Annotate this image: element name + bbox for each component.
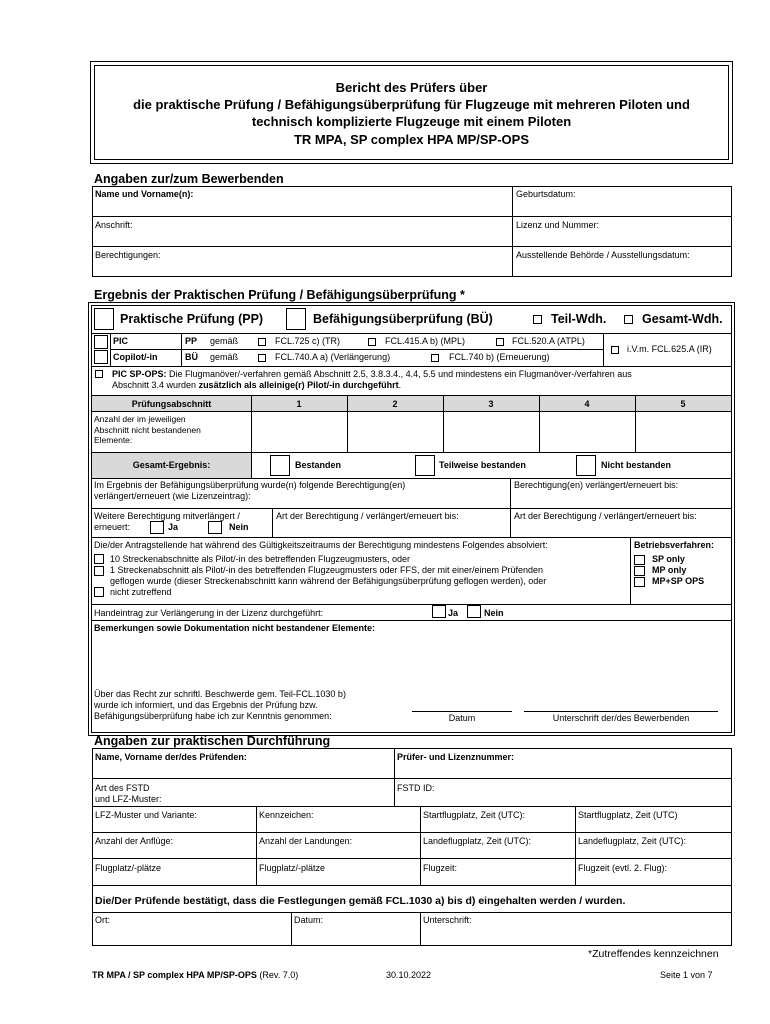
pic-sp-ops-checkbox[interactable] (95, 370, 103, 378)
further-nein-label: Nein (229, 522, 249, 532)
examiner-signature-field[interactable]: Unterschrift: (423, 915, 472, 925)
failed-count-cell[interactable] (347, 411, 444, 452)
authority-field[interactable]: Ausstellende Behörde / Ausstellungsdatum: (516, 250, 690, 260)
handentry-label: Handeintrag zur Verlängerung in der Lizenz durchgeführt: (94, 608, 324, 618)
flight-time-field-1[interactable]: Flugzeit: (423, 863, 458, 873)
flight-time-field-2[interactable]: Flugzeit (evtl. 2. Flug): (578, 863, 668, 873)
fcl625-label: i.V.m. FCL.625.A (IR) (627, 344, 712, 354)
applicant-section-title: Angaben zur/zum Bewerbenden (94, 172, 284, 186)
applicant-table (92, 186, 732, 277)
extended-line: verlängert/erneuert (wie Lizenzeintrag): (94, 491, 251, 501)
gesamt-wdh-checkbox[interactable] (624, 315, 633, 324)
appeal-line: wurde ich informiert, und das Ergebnis der Prüfung bzw. (94, 700, 318, 710)
place-field[interactable]: Ort: (95, 915, 110, 925)
fcl520-label: FCL.520.A (ATPL) (512, 336, 585, 346)
departure-field-1[interactable]: Startflugplatz, Zeit (UTC): (423, 810, 526, 820)
failed-checkbox[interactable] (576, 455, 596, 476)
address-field[interactable]: Anschrift: (95, 220, 133, 230)
opt3-label: nicht zutreffend (110, 587, 172, 597)
section-number: 2 (392, 399, 398, 409)
copilot-checkbox[interactable] (94, 350, 108, 364)
fcl725-checkbox[interactable] (258, 338, 266, 346)
title-line-2: die praktische Prüfung / Befähigungsüberprüfung für Flugzeuge mit mehreren Piloten und (133, 97, 690, 112)
title-line-3: technisch komplizierte Flugzeuge mit einem Piloten (251, 114, 572, 129)
mp-sp-label: MP+SP OPS (652, 576, 705, 586)
footer-page-number: Seite 1 von 7 (660, 970, 713, 980)
fcl520-checkbox[interactable] (496, 338, 504, 346)
ratings-field[interactable]: Berechtigungen: (95, 250, 161, 260)
fcl415-checkbox[interactable] (368, 338, 376, 346)
completed-text: Die/der Antragstellende hat während des Gültigkeitszeitraums der Berechtigung mindestens Folgendes absolviert: (94, 540, 548, 550)
aircraft-type-field[interactable]: LFZ-Muster und Variante: (95, 810, 197, 820)
further-ja-checkbox[interactable] (150, 521, 164, 534)
failed-count-cell[interactable] (635, 411, 732, 452)
fstd-type-line: und LFZ-Muster: (95, 794, 162, 804)
fcl725-label: FCL.725 c) (TR) (275, 336, 341, 346)
fcl740b-checkbox[interactable] (431, 354, 439, 362)
passed-checkbox[interactable] (270, 455, 290, 476)
aerodromes-field-1[interactable]: Flugplatz/-plätze (95, 863, 162, 873)
fcl740a-checkbox[interactable] (258, 354, 266, 362)
bue-short: BÜ (185, 352, 198, 362)
remarks-field[interactable]: Bemerkungen sowie Dokumentation nicht bestandener Elemente: (94, 623, 376, 633)
failed-label-line: Anzahl der im jeweiligen (94, 414, 186, 424)
pic-label: PIC (113, 336, 129, 346)
sp-only-checkbox[interactable] (634, 555, 645, 565)
further-line: erneuert: (94, 522, 131, 532)
further-type-field-1[interactable]: Art der Berechtigung / verlängert/erneuert bis: (276, 511, 459, 521)
footer-document-id (92, 970, 298, 980)
extended-line: Im Ergebnis der Befähigungsüberprüfung wurde(n) folgende Berechtigung(en) (94, 480, 406, 490)
appeal-line: Befähigungsüberprüfung habe ich zur Kenntnis genommen: (94, 711, 332, 721)
pic-sp-ops-end: . (398, 380, 402, 390)
fcl740b-label: FCL.740 b) (Erneuerung) (449, 352, 550, 362)
passed-label: Bestanden (295, 460, 342, 470)
appeal-line: Über das Recht zur schriftl. Beschwerde gem. Teil-FCL.1030 b) (94, 689, 346, 699)
further-line: Weitere Berechtigung mitverlängert / (94, 511, 240, 521)
section-number: 4 (584, 399, 590, 409)
fstd-type-line: Art des FSTD (95, 783, 150, 793)
further-type-field-2[interactable]: Art der Berechtigung / verlängert/erneuert bis: (514, 511, 697, 521)
handentry-ja-checkbox[interactable] (432, 605, 446, 618)
pp-short: PP (185, 336, 198, 346)
failed-label-line: Elemente: (94, 435, 133, 445)
fcl415-label: FCL.415.A b) (MPL) (385, 336, 466, 346)
pic-sp-ops-bold2: zusätzlich als alleinige(r) Pilot/-in durchgeführt (198, 380, 399, 390)
footer-doc-name: TR MPA / SP complex HPA MP/SP-OPS (92, 970, 257, 980)
appeal-date-label: Datum (448, 713, 476, 723)
arrival-field-1[interactable]: Landeflugplatz, Zeit (UTC): (423, 836, 532, 846)
footer-doc-rev: (Rev. 7.0) (256, 970, 299, 980)
ops-header: Betriebsverfahren: (634, 540, 715, 550)
pic-sp-ops-text-1 (112, 369, 632, 379)
opt2-checkbox[interactable] (94, 566, 104, 576)
copilot-label: Copilot/-in (113, 352, 158, 362)
partial-checkbox[interactable] (415, 455, 435, 476)
approaches-field[interactable]: Anzahl der Anflüge: (95, 836, 174, 846)
handentry-ja-label: Ja (448, 608, 459, 618)
mp-only-label: MP only (652, 565, 687, 575)
execution-section-title: Angaben zur praktischen Durchführung (94, 734, 331, 748)
opt2-label-a: 1 Streckenabschnitt als Pilot/-in des betreffenden Flugzeugmusters oder FFS, der mit einer/einem Prüfenden (110, 565, 544, 575)
gemaess-1: gemäß (210, 336, 239, 346)
footnote: *Zutreffendes kennzeichnen (588, 948, 719, 960)
pic-sp-ops-line2: Abschnitt 3.4 wurden (112, 380, 199, 390)
pp-label: Praktische Prüfung (PP) (120, 312, 264, 326)
failed-elements-label (94, 414, 201, 446)
teil-wdh-label: Teil-Wdh. (551, 312, 607, 326)
further-ja-label: Ja (168, 522, 179, 532)
fcl740a-label: FCL.740.A a) (Verlängerung) (275, 352, 391, 362)
mp-sp-checkbox[interactable] (634, 577, 645, 587)
license-field[interactable]: Lizenz und Nummer: (516, 220, 600, 230)
sp-only-label: SP only (652, 554, 685, 564)
section-number: 1 (296, 399, 302, 409)
pic-checkbox[interactable] (94, 335, 108, 349)
bue-label: Befähigungsüberprüfung (BÜ) (313, 312, 493, 326)
opt1-checkbox[interactable] (94, 554, 104, 564)
extended-until-field[interactable]: Berechtigung(en) verlängert/erneuert bis: (514, 480, 679, 490)
pic-sp-ops-text-2 (112, 380, 401, 390)
footer-date: 30.10.2022 (386, 970, 432, 980)
failed-label: Nicht bestanden (601, 460, 672, 470)
partial-label: Teilweise bestanden (439, 460, 526, 470)
title-line-1: Bericht des Prüfers über (335, 80, 488, 95)
bue-checkbox[interactable] (286, 308, 306, 330)
extended-ratings-field[interactable] (94, 480, 405, 502)
birthdate-field[interactable]: Geburtsdatum: (516, 189, 576, 199)
pic-sp-ops-bold: PIC SP-OPS: (112, 369, 167, 379)
fstd-id-field[interactable]: FSTD ID: (397, 783, 435, 793)
section-number: 3 (488, 399, 494, 409)
pic-sp-ops-line1: Die Flugmanöver/-verfahren gemäß Abschnitt 2.5, 3.8.3.4., 4.4, 5.5 und mindestens ein Flugmanöver-/verfahren aus (166, 369, 632, 379)
registration-field[interactable]: Kennzeichen: (259, 810, 314, 820)
examiner-name-field[interactable]: Name, Vorname der/des Prüfenden: (95, 752, 247, 762)
opt3-checkbox[interactable] (94, 587, 104, 597)
opt1-label: 10 Streckenabschnitte als Pilot/-in des betreffenden Flugzeugmusters, oder (110, 554, 411, 564)
landings-field[interactable]: Anzahl der Landungen: (259, 836, 353, 846)
handentry-nein-label: Nein (484, 608, 504, 618)
failed-count-cell[interactable] (251, 411, 348, 452)
opt2-label-b: geflogen wurde (dieser Streckenabschnitt kann während der Befähigungsüberprüfung geflogen werden), oder (110, 576, 547, 586)
title-line-4: TR MPA, SP complex HPA MP/SP-OPS (293, 132, 529, 147)
examiner-confirmation: Die/Der Prüfende bestätigt, dass die Festlegungen gemäß FCL.1030 a) bis d) eingehalten werden / wurden. (95, 895, 626, 907)
appeal-text (94, 689, 346, 722)
departure-field-2[interactable]: Startflugplatz, Zeit (UTC) (578, 810, 678, 820)
arrival-field-2[interactable]: Landeflugplatz, Zeit (UTC): (578, 836, 687, 846)
teil-wdh-checkbox[interactable] (533, 315, 542, 324)
total-result-label: Gesamt-Ergebnis: (132, 460, 211, 470)
aerodromes-field-2[interactable]: Flugplatz/-plätze (259, 863, 326, 873)
failed-count-cell[interactable] (539, 411, 636, 452)
document-title (94, 79, 729, 148)
further-nein-checkbox[interactable] (208, 521, 222, 534)
appeal-signature-label: Unterschrift der/des Bewerbenden (552, 713, 690, 723)
section-header-label: Prüfungsabschnitt (131, 399, 212, 409)
gemaess-2: gemäß (210, 352, 239, 362)
section-number: 5 (680, 399, 686, 409)
mp-only-checkbox[interactable] (634, 566, 645, 576)
gesamt-wdh-label: Gesamt-Wdh. (642, 312, 723, 326)
date-field[interactable]: Datum: (294, 915, 324, 925)
name-field[interactable]: Name und Vorname(n): (95, 189, 194, 199)
failed-label-line: Abschnitt nicht bestandenen (94, 424, 201, 435)
pp-checkbox[interactable] (94, 308, 114, 330)
examiner-license-field[interactable]: Prüfer- und Lizenznummer: (397, 752, 515, 762)
fcl625-checkbox[interactable] (611, 346, 619, 354)
handentry-nein-checkbox[interactable] (467, 605, 481, 618)
result-section-title: Ergebnis der Praktischen Prüfung / Befähigungsüberprüfung * (94, 288, 465, 302)
fstd-type-field[interactable] (95, 783, 162, 805)
failed-count-cell[interactable] (443, 411, 540, 452)
